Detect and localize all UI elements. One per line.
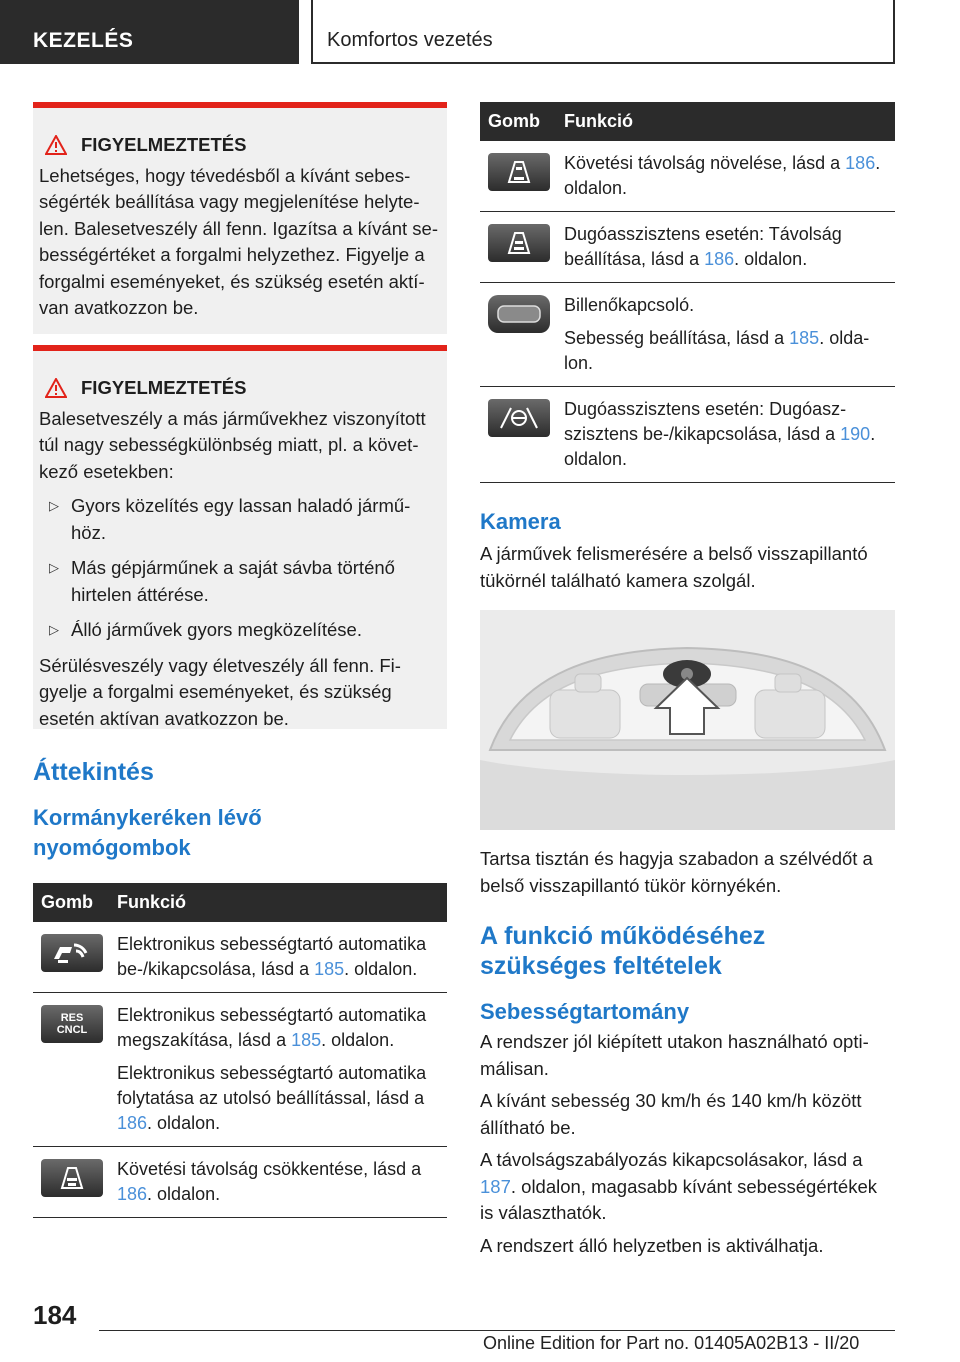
camera-text: A járművek felismerésére a belső visszapillantó tükörnél található kamera szolgál. — [480, 543, 868, 591]
page-link[interactable]: 185 — [789, 328, 820, 348]
page-link[interactable]: 185 — [314, 959, 345, 979]
table-row: Követési távolság növelése, lásd a 186. oldalon. — [480, 141, 895, 212]
table-row: Dugóasszisztens esetén: Távolság beállítása, lásd a 186. oldalon. — [480, 212, 895, 283]
res-cncl-icon: RES CNCL — [41, 1005, 103, 1043]
steering-buttons-table — [33, 883, 447, 1218]
warning-list — [39, 493, 439, 644]
footer-divider — [99, 1330, 895, 1331]
table-header-function: Funkció — [109, 883, 447, 922]
speed-range-heading: Sebességtartomány — [480, 999, 690, 1024]
triangle-bullet-icon: ▷ — [49, 498, 59, 513]
table-header-button: Gomb — [480, 102, 556, 141]
warning-title: FIGYELMEZTETÉS — [81, 134, 247, 155]
page-link[interactable]: 187 — [480, 1175, 511, 1197]
table-row: RES CNCL Elektronikus sebességtartó automatika megszakítása, lásd a 185. oldalon. Elektronikus sebességtartó automatika folytatása az utolsó beállítással, lásd a 186. oldalon. — [33, 993, 447, 1147]
page-link[interactable]: 186 — [704, 249, 735, 269]
header-chapter: Komfortos vezetés — [311, 0, 895, 64]
table-row: Dugóasszisztens esetén: Dugóaszszisztens be-/kikapcsolása, lásd a 190. oldalon. — [480, 387, 895, 483]
triangle-bullet-icon: ▷ — [49, 622, 59, 637]
camera-heading: Kamera — [480, 509, 561, 534]
triangle-bullet-icon: ▷ — [49, 560, 59, 575]
camera-location-image — [480, 610, 895, 830]
speed-range-p1: A rendszer jól kiépített utakon használható optimálisan. — [480, 1031, 869, 1079]
warning-box-2 — [33, 345, 447, 729]
header-section: KEZELÉS — [0, 0, 299, 64]
speed-range-p3: A távolságszabályozás kikapcsolásakor, lásd a 187. oldalon, magasabb kívánt sebességértékek is választhatók. — [480, 1149, 877, 1223]
page-link[interactable]: 186 — [117, 1184, 148, 1204]
list-item: ▷ Álló járművek gyors megközelítése. — [39, 617, 439, 644]
table-header-function: Funkció — [556, 102, 895, 141]
page-number: 184 — [33, 1300, 77, 1330]
conditions-heading: A funkció működéséhez szükséges feltételek — [480, 922, 766, 980]
distance-increase-icon — [488, 153, 550, 191]
traffic-jam-distance-icon — [488, 224, 550, 262]
list-item: ▷ Gyors közelítés egy lassan haladó járműhöz. — [49, 495, 411, 543]
left-column — [33, 102, 447, 1218]
steering-buttons-heading: Kormánykeréken lévő nyomógombok — [33, 805, 262, 860]
warning-triangle-icon — [45, 378, 67, 398]
warning-triangle-icon — [45, 135, 67, 155]
warning-title: FIGYELMEZTETÉS — [81, 377, 247, 398]
camera-caption: Tartsa tisztán és hagyja szabadon a szélvédőt a belső visszapillantó tükör környékén. — [480, 848, 873, 896]
overview-heading: Áttekintés — [33, 758, 154, 786]
speed-range-p4: A rendszert álló helyzetben is aktiválhatja. — [480, 1234, 824, 1256]
rocker-switch-icon — [488, 295, 550, 333]
list-item: ▷ Más gépjárműnek a saját sávba történő hirtelen áttérése. — [49, 557, 395, 605]
page-link[interactable]: 186 — [117, 1113, 148, 1133]
page-link[interactable]: 186 — [845, 153, 876, 173]
cruise-control-icon — [41, 934, 103, 972]
warning-text: Lehetséges, hogy tévedésből a kívánt sebességérték beállítása vagy megjelenítése helytelen. Balesetveszély áll fenn. Igazítsa a kívánt sebességértéket a forgalmi helyzethez. Figyelje a forgalmi eseményeket, és szükség esetén aktívan avatkozzon be. — [39, 164, 438, 318]
page-link[interactable]: 185 — [291, 1030, 322, 1050]
traffic-jam-assistant-icon — [488, 399, 550, 437]
table-row: Követési távolság csökkentése, lásd a 186. oldalon. — [33, 1147, 447, 1218]
steering-buttons-table-continued — [480, 102, 895, 483]
warning-intro: Balesetveszély a más járművekhez viszonyított túl nagy sebességkülönbség miatt, pl. a következő esetekben: — [39, 407, 426, 482]
right-column — [480, 102, 895, 1259]
table-row: Elektronikus sebességtartó automatika be-/kikapcsolása, lásd a 185. oldalon. — [33, 922, 447, 993]
page-link[interactable]: 190 — [840, 424, 871, 444]
speed-range-p2: A kívánt sebesség 30 km/h és 140 km/h között állítható be. — [480, 1090, 862, 1138]
table-row: Billenőkapcsoló. Sebesség beállítása, lásd a 185. oldalon. — [480, 283, 895, 387]
footer-edition: Online Edition for Part no. 01405A02B13 - II/20 — [483, 1333, 860, 1353]
table-header-button: Gomb — [33, 883, 109, 922]
warning-box-1 — [33, 102, 447, 334]
warning-outro: Sérülésveszély vagy életveszély áll fenn. Figyelje a forgalmi eseményeket, és szükség esetén aktívan avatkozzon be. — [39, 654, 401, 729]
distance-decrease-icon — [41, 1159, 103, 1197]
